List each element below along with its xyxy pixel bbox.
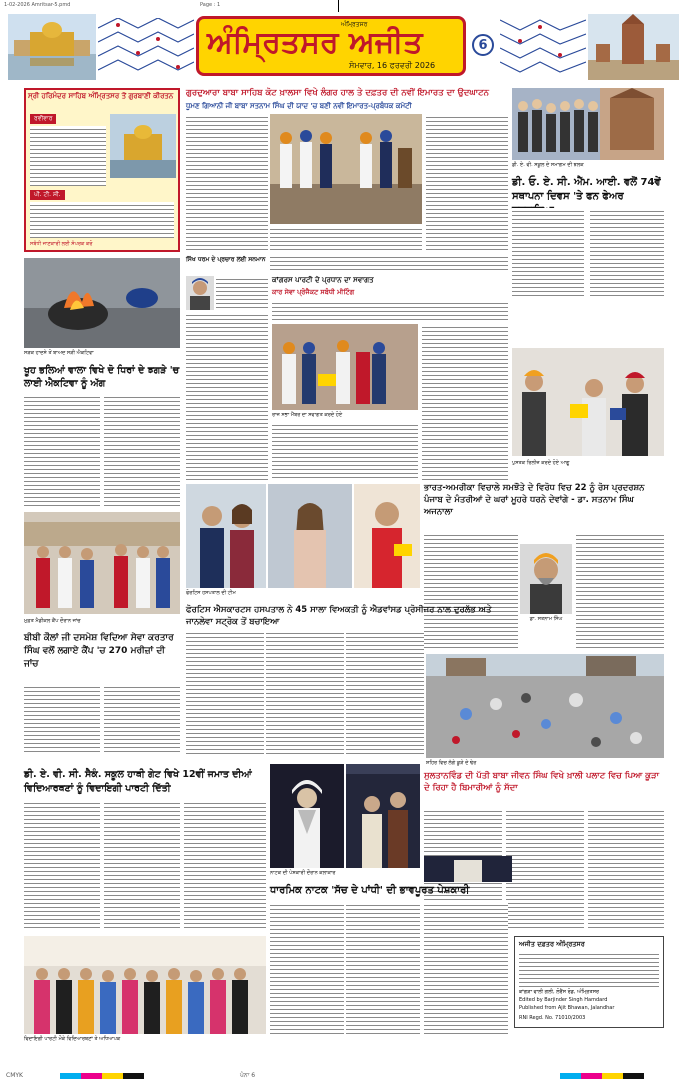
masthead-monument-image <box>588 14 679 80</box>
masthead-title-right: ਅਜੀਤ <box>349 25 423 60</box>
center-text-col2b <box>272 422 418 480</box>
garbage-headline: ਸੁਲਤਾਨਵਿੰਡ ਦੀ ਪੱਤੀ ਬਾਬਾ ਜੀਵਨ ਸਿੰਘ ਵਿਖੇ ਖ਼ਾਲੀ ਪਲਾਟ ਵਿਚ ਪਿਆ ਕੂੜਾ ਦੇ ਰਿਹਾ ਹੈ ਬਿਮਾਰੀਆਂ ਨੂੰ ਸੱਦਾ <box>424 771 660 793</box>
school-text-col1 <box>24 800 100 930</box>
color-bar-2 <box>560 1073 644 1079</box>
camp-photo <box>24 512 180 614</box>
punjab-text-col1 <box>424 532 518 650</box>
masthead-golden-temple-image <box>8 14 96 80</box>
top-story-text-row2 <box>270 254 508 272</box>
office-box-line4: RNI Regd. No. 71010/2003 <box>519 1015 586 1021</box>
masthead-title-left: ਅੰਮ੍ਰਿਤਸਰ <box>207 25 339 60</box>
camp-headline: ਬੀਬੀ ਕੌਲਾਂ ਜੀ ਦਸਮੇਸ਼ ਵਿਦਿਆ ਸੇਵਾ ਕਰਤਾਰ ਸਿੰਘ ਵਲੋਂ ਲਗਾਏ ਕੈਂਪ 'ਚ 270 ਮਰੀਜ਼ਾਂ ਦੀ ਜਾਂਚ <box>24 633 174 669</box>
play-text-col2 <box>346 902 420 1034</box>
accident-headline: ਖੂਹ ਭਲਿਆਂ ਵਾਲਾ ਵਿਖੇ ਦੋ ਧਿਰਾਂ ਦੇ ਝਗੜੇ 'ਚ ਲਾਈ ਐਕਟਿਵਾ ਨੂੰ ਅੱਗ <box>24 365 180 389</box>
ad-box-footer: ਸਬੰਧੀ ਜਾਣਕਾਰੀ ਲਈ ਸੰਪਰਕ ਕਰੋ <box>30 241 93 247</box>
dav-text-col1 <box>512 208 584 296</box>
color-bar <box>60 1073 144 1079</box>
ad-box-golden-temple-image <box>110 114 176 178</box>
masthead-page-number: 6 <box>472 34 494 56</box>
footer-strip-left: CMYK <box>6 1072 23 1079</box>
play-caption: ਨਾਟਕ ਦੀ ਪੇਸ਼ਕਾਰੀ ਦੌਰਾਨ ਕਲਾਕਾਰ <box>270 870 336 876</box>
center-text-col1b <box>186 312 268 480</box>
punjab-text-col2 <box>576 532 664 650</box>
fortis-photo-1 <box>186 484 266 588</box>
play-text-col3 <box>424 902 508 1034</box>
school-text-col2 <box>104 800 180 930</box>
book-caption: ਪੁਸਤਕ ਰਿਲੀਜ਼ ਕਰਦੇ ਹੋਏ ਆਗੂ <box>512 460 570 466</box>
punjab-photo <box>520 544 572 614</box>
play-text-col1 <box>270 902 344 1034</box>
top-story-photo-caption <box>270 226 422 250</box>
ad-box-text-1 <box>30 126 106 186</box>
top-story-subhead: ਧੂਮਣ ਗਿਆਨੀ ਜੀ ਬਾਬਾ ਸਤਨਾਮ ਸਿੰਘ ਦੀ ਯਾਦ 'ਚ ਬਣੀ ਨਵੀਂ ਇਮਾਰਤ-ਪ੍ਰਬੰਧਕ ਕਮੇਟੀ <box>186 102 412 110</box>
center-small-head: ਸਿੱਖ ਧਰਮ ਦੇ ਪ੍ਰਚਾਰ ਲਈ ਸਨਮਾਨ <box>186 256 266 263</box>
masthead-title-box <box>196 16 466 76</box>
punjab-headline: ਭਾਰਤ-ਅਮਰੀਕਾ ਵਿਚਾਲੇ ਸਮਝੌਤੇ ਦੇ ਵਿਰੋਧ ਵਿਚ 22 ਨੂੰ ਰੋਸ ਪ੍ਰਦਰਸ਼ਨ ਪੰਜਾਬ ਦੇ ਮੰਤਰੀਆਂ ਦੇ ਘਰਾਂ ਮੂਹਰੇ ਧਰਨੇ ਦੇਵਾਂਗੇ - ਡਾ. ਸਤਨਾਮ ਸਿੰਘ ਅਜਨਾਲਾ <box>424 483 645 517</box>
print-strip-right: Page : 1 <box>200 2 221 8</box>
center-text-col1 <box>216 276 268 310</box>
top-story-photo <box>270 114 422 224</box>
center-mid-text <box>272 300 508 322</box>
center-mid-headline: ਕਾਂਗਰਸ ਪਾਰਟੀ ਦੇ ਪ੍ਰਧਾਨ ਦਾ ਸਵਾਗਤ <box>272 276 374 284</box>
fortis-photo-3 <box>354 484 420 588</box>
ad-box-tag2: ਪੀ. ਟੀ. ਸੀ. <box>30 190 65 200</box>
play-photo-2 <box>346 764 420 868</box>
center-mid-subhead: ਕਾਰ ਸੇਵਾ ਪ੍ਰੋਜੈਕਟ ਸਬੰਧੀ ਮੀਟਿੰਗ <box>272 288 355 296</box>
masthead-pattern-left <box>98 18 194 76</box>
ad-box-text-2 <box>30 202 174 238</box>
office-box-lines <box>519 951 659 987</box>
accident-photo <box>24 258 180 348</box>
dav-photo-2 <box>600 88 664 160</box>
garbage-text-col3 <box>588 808 664 928</box>
crop-mark-top <box>338 0 339 12</box>
center-portrait <box>186 276 214 310</box>
school-text-col3 <box>184 800 266 930</box>
fortis-photo-2 <box>268 484 352 588</box>
school-headline: ਡੀ. ਏ. ਵੀ. ਸੀ. ਸੈਕੰ. ਸਕੂਲ ਹਾਥੀ ਗੇਟ ਵਿਖੇ 12ਵੀਂ ਜਮਾਤ ਦੀਆਂ ਵਿਦਿਆਰਥਣਾਂ ਨੂੰ ਵਿਦਾਇਗੀ ਪਾਰਟੀ ਦਿੱਤੀ <box>24 769 252 794</box>
play-photo-1 <box>270 764 344 868</box>
garbage-text-col2 <box>506 808 584 928</box>
play-photo-3 <box>424 856 512 882</box>
play-headline: ਧਾਰਮਿਕ ਨਾਟਕ 'ਸੱਚ ਦੇ ਪਾਂਧੀ' ਦੀ ਭਾਵਪੂਰਤ ਪੇਸ਼ਕਾਰੀ <box>270 885 470 896</box>
ad-box-tag1: ਰਵੀਵਾਰ <box>30 114 56 124</box>
garbage-caption: ਸ਼ਹਿਰ ਵਿਚ ਲੱਗੇ ਕੂੜੇ ਦੇ ਢੇਰ <box>426 760 477 766</box>
office-box-line1: ਕਾਂਗੜਾ ਵਾਲੀ ਗਲੀ, ਲੋਰੈਂਸ ਰੋਡ, ਅੰਮ੍ਰਿਤਸਰ <box>519 989 600 995</box>
book-photo <box>512 348 664 456</box>
ad-box <box>24 88 180 252</box>
school-photo <box>24 936 266 1034</box>
print-strip <box>0 0 687 10</box>
camp-caption: ਮੁਫ਼ਤ ਮੈਡੀਕਲ ਕੈਂਪ ਦੌਰਾਨ ਜਾਂਚ <box>24 618 81 624</box>
fortis-text-col1 <box>186 630 264 754</box>
masthead-small-label: ਅੰਮ੍ਰਿਤਸਰ <box>341 21 368 28</box>
fortis-text-col3 <box>346 630 424 754</box>
footer-strip <box>0 1066 687 1089</box>
punjab-photo-caption: ਡਾ. ਸਤਨਾਮ ਸਿੰਘ <box>529 616 563 622</box>
office-box-line2: Edited by Barjinder Singh Hamdard <box>519 997 608 1003</box>
accident-text-col2 <box>104 394 180 508</box>
fortis-caption: ਫੋਰਟਿਸ ਹਸਪਤਾਲ ਦੀ ਟੀਮ <box>186 590 236 596</box>
center-text-col2 <box>422 324 508 480</box>
office-box-line3: Published from Ajit Bhawan, Jalandhar <box>519 1005 615 1011</box>
camp-text-col2 <box>104 684 180 752</box>
top-story-text-col3 <box>426 114 508 250</box>
school-caption: ਵਿਦਾਇਗੀ ਪਾਰਟੀ ਮੌਕੇ ਵਿਦਿਆਰਥਣਾਂ ਤੇ ਅਧਿਆਪਕ <box>24 1036 121 1042</box>
masthead-date: ਸੋਮਵਾਰ, 16 ਫਰਵਰੀ 2026 <box>349 61 436 70</box>
office-box <box>514 936 664 1028</box>
footer-strip-right: ਪੰਨਾ 6 <box>240 1072 256 1079</box>
accident-caption: ਸੜਕ ਹਾਦਸੇ ਤੋਂ ਬਾਅਦ ਸੜੀ ਐਕਟਿਵਾ <box>24 350 94 356</box>
garbage-photo <box>426 654 664 758</box>
office-box-title: ਅਜੀਤ ਦਫ਼ਤਰ ਅੰਮ੍ਰਿਤਸਰ <box>519 940 585 948</box>
center-photo <box>272 324 418 410</box>
masthead-pattern-right <box>500 18 586 76</box>
camp-text-col1 <box>24 684 100 752</box>
dav-headline: ਡੀ. ਓ. ਏ. ਸੀ. ਐੱਮ. ਆਈ. ਵਲੋਂ 74ਵੇਂ ਸਥਾਪਨਾ ਦਿਵਸ 'ਤੇ ਫਨ ਫੇਅਰ <box>512 177 661 202</box>
masthead <box>8 14 679 80</box>
ad-box-heading: ਸ੍ਰੀ ਹਰਿਮੰਦਰ ਸਾਹਿਬ ਅੰਮ੍ਰਿਤਸਰ ਤੋਂ ਗੁਰਬਾਣੀ ਕੀਰਤਨ <box>28 92 174 100</box>
dav-text-col2 <box>590 208 664 296</box>
top-story-headline: ਗੁਰਦੁਆਰਾ ਬਾਬਾ ਸਾਹਿਬ ਕੋਟ ਖ਼ਾਲਸਾ ਵਿਖੇ ਲੰਗਰ ਹਾਲ ਤੇ ਦਫ਼ਤਰ ਦੀ ਨਵੀਂ ਇਮਾਰਤ ਦਾ ਉਦਘਾਟਨ <box>186 88 489 98</box>
fortis-text-col2 <box>266 630 344 754</box>
fortis-headline: ਫੋਰਟਿਸ ਐਸਕਾਰਟਸ ਹਸਪਤਾਲ ਨੇ 45 ਸਾਲਾ ਵਿਅਕਤੀ ਨੂੰ ਐਡਵਾਂਸਡ ਪ੍ਰੋਸੀਜਰ ਨਾਲ ਦੁਰਲੱਭ ਅਤੇ ਜਾਨਲੇਵਾ ਸਟ੍ਰੋਕ ਤੋਂ ਬਚਾਇਆ <box>186 605 492 627</box>
top-story-text-col1 <box>186 114 268 250</box>
print-strip-left: 1-02-2026 Amritsar-5.pmd <box>4 2 71 8</box>
center-photo-caption: ਰਾਜ ਸਭਾ ਮੈਂਬਰ ਦਾ ਸਵਾਗਤ ਕਰਦੇ ਹੋਏ <box>272 412 343 418</box>
dav-caption: ਡੀ. ਏ. ਵੀ. ਸਕੂਲ ਦੇ ਸਮਾਗਮ ਦੀ ਝਲਕ <box>512 162 584 168</box>
accident-text-col1 <box>24 394 100 508</box>
